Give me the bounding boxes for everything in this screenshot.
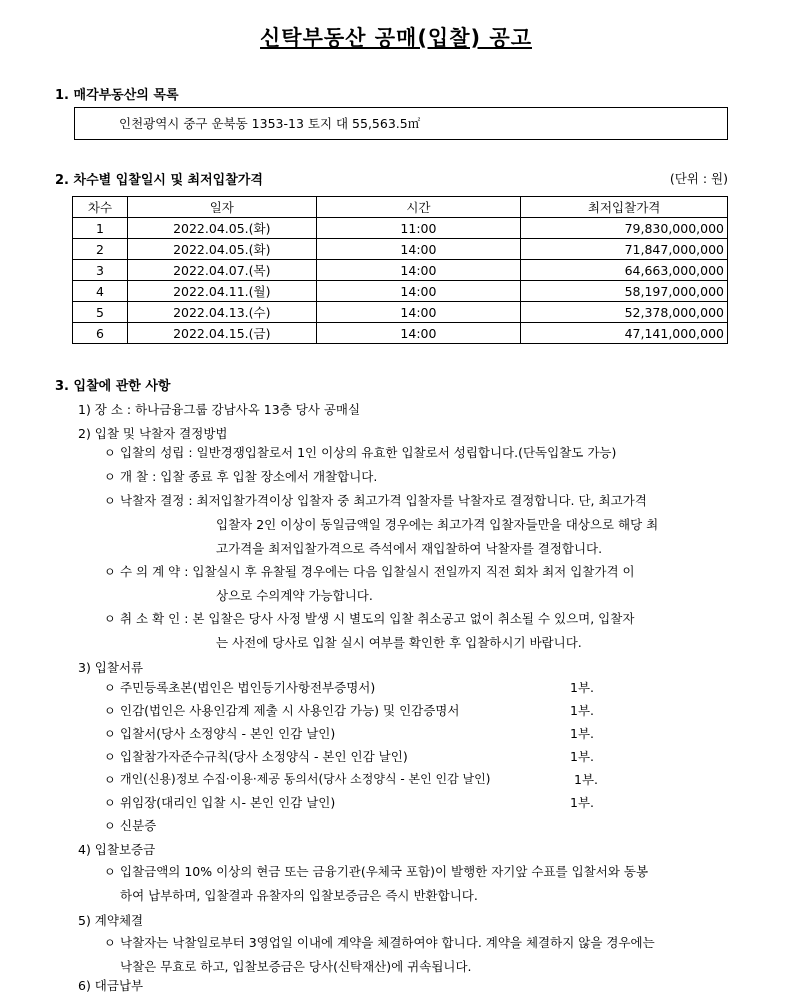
schedule-table	[72, 196, 728, 344]
table-header-row	[73, 197, 728, 218]
table-row	[73, 302, 728, 323]
method-item: 수 의 계 약 : 입찰실시 후 유찰될 경우에는 다음 입찰실시 전일까지 직전 회차 최저 입찰가격 이	[120, 564, 635, 579]
cell-date: 2022.04.11.(월)	[127, 281, 316, 302]
bullet-icon: ㅇ	[104, 727, 116, 741]
doc-name: 입찰서(당사 소정양식 - 본인 인감 날인)	[120, 726, 336, 741]
deposit-line: 입찰금액의 10% 이상의 현금 또는 금융기관(우체국 포함)이 발행한 자기앞 수표를 입찰서와 동봉	[120, 864, 649, 879]
cell-min-price: 64,663,000,000	[521, 260, 728, 281]
cell-time: 14:00	[316, 281, 521, 302]
doc-name: 개인(신용)정보 수집·이용·제공 동의서(당사 소정양식 - 본인 인감 날인)	[120, 772, 491, 786]
page-title: 신탁부동산 공매(입찰) 공고	[260, 26, 532, 50]
method-item: 입찰의 성립 : 일반경쟁입찰로서 1인 이상의 유효한 입찰로서 성립합니다.(단독입찰도 가능)	[120, 445, 617, 460]
section1-heading: 1. 매각부동산의 목록	[55, 88, 179, 103]
method-item-continued: 입찰자 2인 이상이 동일금액일 경우에는 최고가격 입찰자들만을 대상으로 해당 최	[216, 517, 659, 532]
docs-title: 3) 입찰서류	[78, 660, 144, 675]
col-header-min-price: 최저입찰가격	[521, 197, 728, 218]
table-row	[73, 260, 728, 281]
cell-min-price: 79,830,000,000	[521, 218, 728, 239]
doc-copies: 1부.	[570, 749, 595, 764]
cell-min-price: 71,847,000,000	[521, 239, 728, 260]
section3-heading: 3. 입찰에 관한 사항	[55, 379, 171, 394]
cell-date: 2022.04.05.(화)	[127, 239, 316, 260]
bullet-icon: ㅇ	[104, 773, 116, 787]
section2-heading: 2. 차수별 입찰일시 및 최저입찰가격	[55, 173, 263, 188]
bullet-icon: ㅇ	[104, 796, 116, 810]
col-header-date: 일자	[127, 197, 316, 218]
doc-name: 신분증	[120, 818, 157, 833]
method-item: 개 찰 : 입찰 종료 후 입찰 장소에서 개찰합니다.	[120, 469, 378, 484]
bullet-icon: ㅇ	[104, 612, 116, 626]
property-description: 인천광역시 중구 운북동 1353-13 토지 대 55,563.5㎡	[119, 116, 421, 131]
contract-title: 5) 계약체결	[78, 913, 144, 928]
doc-copies: 1부.	[574, 772, 599, 787]
doc-copies: 1부.	[570, 680, 595, 695]
table-row	[73, 323, 728, 344]
bullet-icon: ㅇ	[104, 750, 116, 764]
cell-round: 5	[73, 302, 128, 323]
cell-time: 11:00	[316, 218, 521, 239]
method-item: 낙찰자 결정 : 최저입찰가격이상 입찰자 중 최고가격 입찰자를 낙찰자로 결정합니다. 단, 최고가격	[120, 493, 647, 508]
cell-round: 2	[73, 239, 128, 260]
bullet-icon: ㅇ	[104, 681, 116, 695]
doc-copies: 1부.	[570, 703, 595, 718]
cell-round: 4	[73, 281, 128, 302]
bullet-icon: ㅇ	[104, 470, 116, 484]
cell-time: 14:00	[316, 260, 521, 281]
cell-min-price: 52,378,000,000	[521, 302, 728, 323]
method-item-continued: 상으로 수의계약 가능합니다.	[216, 588, 373, 603]
cell-time: 14:00	[316, 302, 521, 323]
bullet-icon: ㅇ	[104, 936, 116, 950]
cell-date: 2022.04.05.(화)	[127, 218, 316, 239]
table-row	[73, 239, 728, 260]
cell-date: 2022.04.15.(금)	[127, 323, 316, 344]
cell-date: 2022.04.07.(목)	[127, 260, 316, 281]
cell-time: 14:00	[316, 323, 521, 344]
payment-title: 6) 대금납부	[78, 978, 144, 993]
bullet-icon: ㅇ	[104, 565, 116, 579]
doc-name: 위임장(대리인 입찰 시- 본인 인감 날인)	[120, 795, 336, 810]
place-line: 1) 장 소 : 하나금융그룹 강남사옥 13층 당사 공매실	[78, 402, 361, 417]
cell-min-price: 58,197,000,000	[521, 281, 728, 302]
cell-date: 2022.04.13.(수)	[127, 302, 316, 323]
contract-line: 낙찰자는 낙찰일로부터 3영업일 이내에 계약을 체결하여야 합니다. 계약을 체결하지 않을 경우에는	[120, 935, 655, 950]
cell-round: 3	[73, 260, 128, 281]
method-title: 2) 입찰 및 낙찰자 결정방법	[78, 426, 228, 441]
cell-round: 6	[73, 323, 128, 344]
bullet-icon: ㅇ	[104, 704, 116, 718]
cell-time: 14:00	[316, 239, 521, 260]
doc-name: 인감(법인은 사용인감계 제출 시 사용인감 가능) 및 인감증명서	[120, 703, 460, 718]
contract-line: 낙찰은 무효로 하고, 입찰보증금은 당사(신탁재산)에 귀속됩니다.	[120, 959, 472, 974]
col-header-round: 차수	[73, 197, 128, 218]
cell-min-price: 47,141,000,000	[521, 323, 728, 344]
bullet-icon: ㅇ	[104, 865, 116, 879]
deposit-title: 4) 입찰보증금	[78, 842, 156, 857]
doc-name: 주민등록초본(법인은 법인등기사항전부증명서)	[120, 680, 376, 695]
table-row	[73, 281, 728, 302]
doc-copies: 1부.	[570, 726, 595, 741]
table-row	[73, 218, 728, 239]
deposit-line: 하여 납부하며, 입찰결과 유찰자의 입찰보증금은 즉시 반환합니다.	[120, 888, 478, 903]
bullet-icon: ㅇ	[104, 819, 116, 833]
doc-copies: 1부.	[570, 795, 595, 810]
col-header-time: 시간	[316, 197, 521, 218]
method-item-continued: 고가격을 최저입찰가격으로 즉석에서 재입찰하여 낙찰자를 결정합니다.	[216, 541, 603, 556]
bullet-icon: ㅇ	[104, 494, 116, 508]
doc-name: 입찰참가자준수규칙(당사 소정양식 - 본인 인감 날인)	[120, 749, 408, 764]
bullet-icon: ㅇ	[104, 446, 116, 460]
cell-round: 1	[73, 218, 128, 239]
method-item: 취 소 확 인 : 본 입찰은 당사 사정 발생 시 별도의 입찰 취소공고 없이 취소될 수 있으며, 입찰자	[120, 611, 635, 626]
property-box	[74, 107, 728, 140]
unit-label: (단위 : 원)	[669, 171, 728, 186]
method-item-continued: 는 사전에 당사로 입찰 실시 여부를 확인한 후 입찰하시기 바랍니다.	[216, 635, 582, 650]
